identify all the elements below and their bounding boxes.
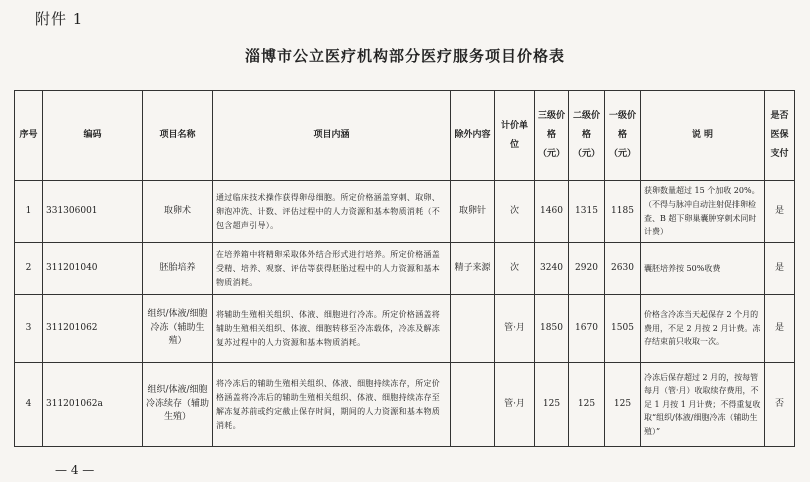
header-level3: 三级价格（元） — [535, 91, 569, 181]
cell-insurance: 是 — [765, 181, 795, 243]
cell-content: 在培养箱中将精卵采取体外结合形式进行培养。所定价格涵盖受精、培养、观察、评估等获得胚胎过程中的人力资源和基本物质消耗。 — [213, 243, 451, 295]
cell-level1: 2630 — [605, 243, 641, 295]
cell-content: 通过临床技术操作获得卵母细胞。所定价格涵盖穿刺、取卵、卵泡冲洗、计数、评估过程中的人力资源和基本物质消耗（不包含超声引导）。 — [213, 181, 451, 243]
header-insurance: 是否医保支付 — [765, 91, 795, 181]
cell-level2: 1315 — [569, 181, 605, 243]
cell-level1: 1505 — [605, 295, 641, 363]
cell-seq: 3 — [15, 295, 43, 363]
cell-level2: 125 — [569, 363, 605, 447]
cell-seq: 2 — [15, 243, 43, 295]
cell-note: 获卵数量超过 15 个加收 20%。（不得与脉冲自动注射促排卵检查、B 超下卵巢囊肿穿刺术同时计费） — [641, 181, 765, 243]
cell-name: 组织/体液/细胞冷冻续存（辅助生殖） — [143, 363, 213, 447]
cell-insurance: 否 — [765, 363, 795, 447]
cell-level3: 3240 — [535, 243, 569, 295]
cell-excluded — [451, 363, 495, 447]
cell-insurance: 是 — [765, 295, 795, 363]
table-row — [15, 295, 795, 363]
cell-level1: 125 — [605, 363, 641, 447]
cell-seq: 1 — [15, 181, 43, 243]
price-table — [14, 90, 795, 447]
header-code: 编码 — [43, 91, 143, 181]
cell-level2: 1670 — [569, 295, 605, 363]
cell-name: 组织/体液/细胞冷冻（辅助生殖） — [143, 295, 213, 363]
cell-excluded: 精子来源 — [451, 243, 495, 295]
header-excluded: 除外内容 — [451, 91, 495, 181]
header-note: 说 明 — [641, 91, 765, 181]
cell-code: 331306001 — [43, 181, 143, 243]
cell-level3: 125 — [535, 363, 569, 447]
header-content: 项目内涵 — [213, 91, 451, 181]
cell-unit: 次 — [495, 181, 535, 243]
table-row — [15, 181, 795, 243]
cell-insurance: 是 — [765, 243, 795, 295]
cell-unit: 管·月 — [495, 363, 535, 447]
table-row — [15, 363, 795, 447]
cell-code: 311201062 — [43, 295, 143, 363]
attachment-label: 附件 1 — [35, 10, 84, 28]
cell-note: 价格含冷冻当天起保存 2 个月的费用，不足 2 月按 2 月计费。冻存结束前只收取一次。 — [641, 295, 765, 363]
cell-name: 胚胎培养 — [143, 243, 213, 295]
cell-level3: 1850 — [535, 295, 569, 363]
table-header-row — [15, 91, 795, 181]
cell-unit: 次 — [495, 243, 535, 295]
cell-level2: 2920 — [569, 243, 605, 295]
header-level2: 二级价格（元） — [569, 91, 605, 181]
cell-excluded — [451, 295, 495, 363]
header-unit: 计价单位 — [495, 91, 535, 181]
cell-level3: 1460 — [535, 181, 569, 243]
header-seq: 序号 — [15, 91, 43, 181]
cell-seq: 4 — [15, 363, 43, 447]
cell-name: 取卵术 — [143, 181, 213, 243]
cell-unit: 管·月 — [495, 295, 535, 363]
cell-content: 将辅助生殖相关组织、体液、细胞进行冷冻。所定价格涵盖将辅助生殖相关组织、体液、细胞转移至冷冻载体，冷冻及解冻复苏过程中的人力资源和基本物质消耗。 — [213, 295, 451, 363]
cell-note: 囊胚培养按 50%收费 — [641, 243, 765, 295]
cell-note: 冷冻后保存超过 2 月的，按每管每月（管·月）收取续存费用，不足 1 月按 1 月计费；不得重复收取“组织/体液/细胞冷冻（辅助生殖）” — [641, 363, 765, 447]
cell-level1: 1185 — [605, 181, 641, 243]
header-level1: 一级价格（元） — [605, 91, 641, 181]
cell-code: 311201040 — [43, 243, 143, 295]
page-number: — 4 — — [55, 463, 95, 477]
table-row — [15, 243, 795, 295]
page-title: 淄博市公立医疗机构部分医疗服务项目价格表 — [244, 47, 565, 65]
cell-code: 311201062a — [43, 363, 143, 447]
header-name: 项目名称 — [143, 91, 213, 181]
cell-excluded: 取卵针 — [451, 181, 495, 243]
cell-content: 将冷冻后的辅助生殖相关组织、体液、细胞持续冻存，所定价格涵盖将冷冻后的辅助生殖相关组织、体液、细胞持续冻存至解冻复苏前或约定截止保存时间，期间的人力资源和基本物质消耗。 — [213, 363, 451, 447]
